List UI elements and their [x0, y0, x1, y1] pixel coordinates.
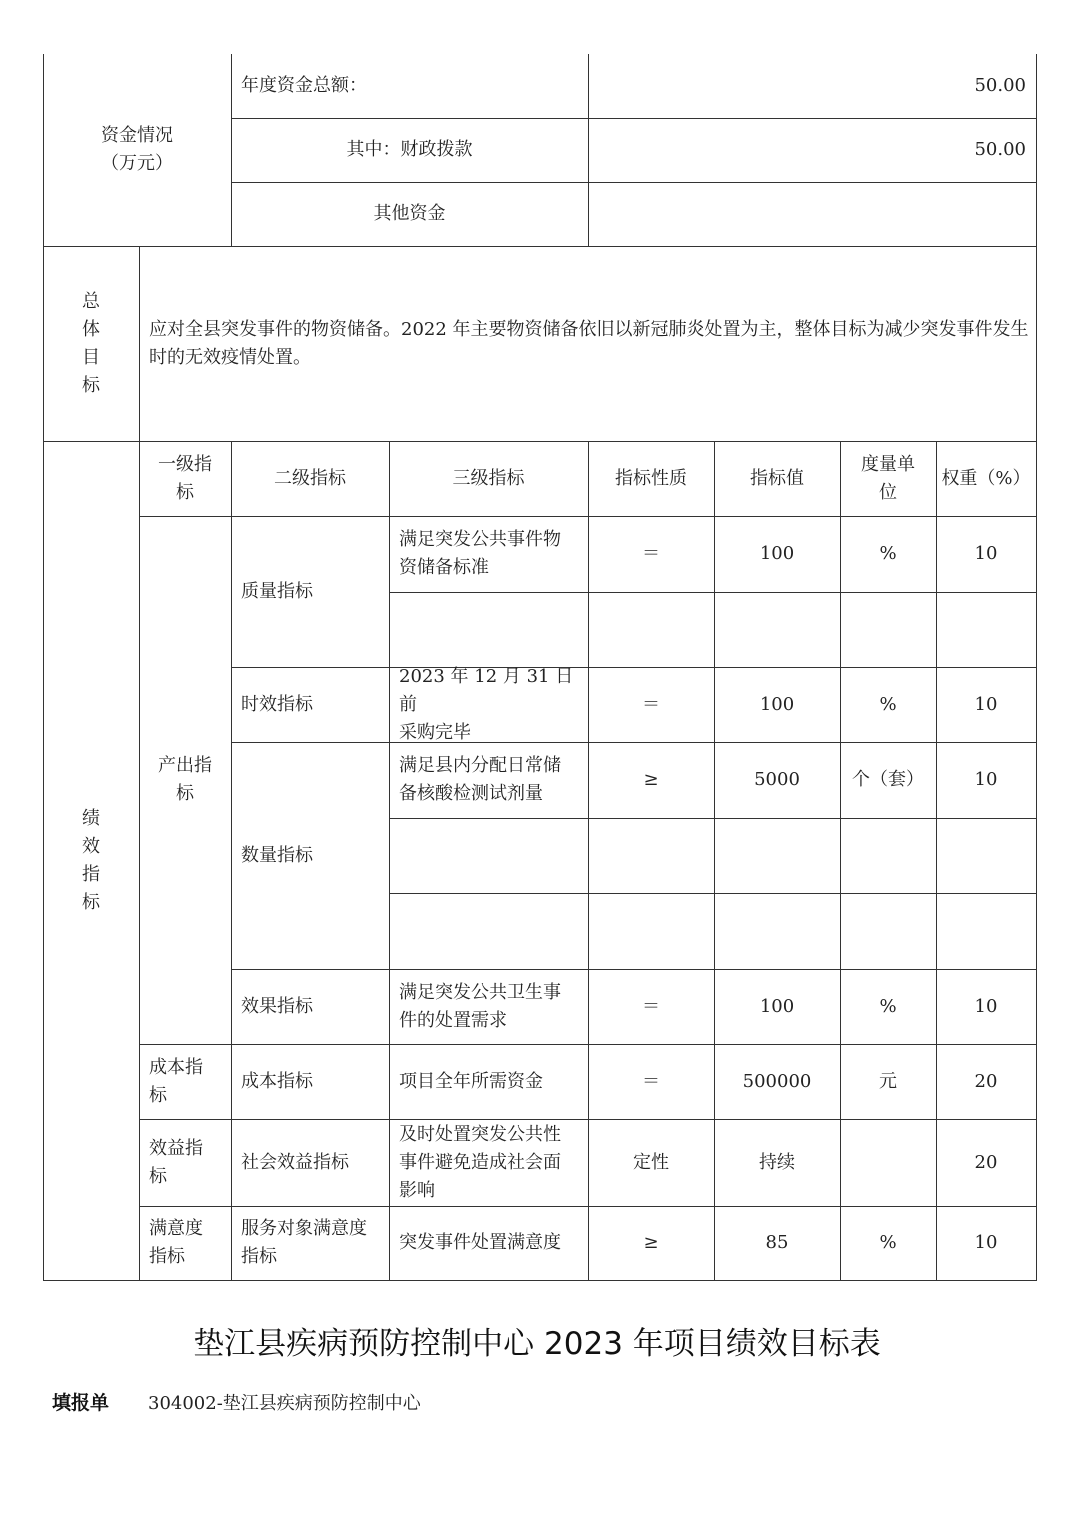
level1-output: 产出指 标 — [158, 755, 212, 804]
row-4-weight — [936, 818, 1036, 893]
row-7-level3: 项目全年所需资金 — [399, 1070, 543, 1092]
row-9-level3: 突发事件处置满意度 — [399, 1232, 561, 1253]
row-3-weight: 10 — [974, 769, 998, 790]
row-0-value: 100 — [759, 543, 795, 564]
row-2-nature: ＝ — [642, 693, 660, 715]
funds-other-value — [588, 182, 1036, 246]
row-6-value: 100 — [759, 995, 795, 1017]
header-weight: 权重（%） — [941, 467, 1031, 489]
row-8-value: 持续 — [759, 1151, 795, 1173]
row-7-unit: 元 — [879, 1070, 897, 1092]
funds-fiscal-value: 50.00 — [974, 139, 1026, 160]
header-level3: 三级指标 — [452, 467, 525, 489]
row-4-value — [714, 818, 840, 893]
filler-unit-value: 304002-垫江县疾病预防控制中心 — [148, 1393, 421, 1414]
row-8-weight: 20 — [974, 1151, 998, 1173]
level1-satisfaction: 满意度 指标 — [149, 1218, 203, 1267]
row-0-unit: % — [879, 543, 897, 564]
filler-unit-label: 填报单 — [52, 1392, 110, 1414]
level2-timeliness: 时效指标 — [241, 693, 313, 715]
row-5-unit — [840, 893, 936, 969]
row-9-nature: ≥ — [643, 1232, 659, 1253]
level2-quality: 质量指标 — [241, 580, 313, 602]
row-5-weight — [936, 893, 1036, 969]
row-6-nature: ＝ — [642, 995, 660, 1017]
header-value: 指标值 — [750, 467, 804, 489]
row-6-level3: 满足突发公共卫生事 件的处置需求 — [399, 981, 561, 1031]
funds-fiscal-label: 其中：财政拨款 — [346, 139, 473, 160]
row-0-weight: 10 — [974, 543, 998, 564]
level1-benefit: 效益指 标 — [149, 1137, 203, 1187]
row-4-unit — [840, 818, 936, 893]
header-level2: 二级指标 — [274, 467, 346, 489]
row-7-value: 500000 — [742, 1070, 812, 1092]
row-8-unit — [840, 1119, 936, 1206]
row-3-level3: 满足县内分配日常储 备核酸检测试剂量 — [399, 755, 561, 804]
level2-social: 社会效益指标 — [241, 1151, 349, 1173]
row-4-level3 — [389, 818, 588, 893]
level2-quantity: 数量指标 — [241, 844, 313, 866]
row-9-weight: 10 — [974, 1232, 998, 1253]
overall-goal-label: 总 体 目 标 — [82, 290, 100, 396]
row-6-unit: % — [879, 995, 897, 1017]
row-4-nature — [588, 818, 714, 893]
row-0-level3: 满足突发公共事件物 资储备标准 — [399, 529, 561, 578]
level1-cost: 成本指 标 — [149, 1056, 203, 1106]
row-6-weight: 10 — [974, 995, 998, 1017]
funds-annual-total-value: 50.00 — [974, 75, 1026, 96]
row-1-nature — [588, 592, 714, 667]
row-1-value — [714, 592, 840, 667]
row-1-level3 — [389, 592, 588, 667]
row-7-weight: 20 — [974, 1070, 998, 1092]
funds-section-label: 资金情况 （万元） — [101, 125, 173, 174]
row-1-weight — [936, 592, 1036, 667]
row-9-unit: % — [879, 1232, 897, 1253]
overall-goal-text: 应对全县突发事件的物资储备。2022 年主要物资储备依旧以新冠肺炎处置为主，整体目标为减少突发事件发生时的无效疫情处置。 — [149, 318, 1029, 368]
header-unit: 度量单 位 — [861, 453, 915, 503]
row-2-level3: 2023 年 12 月 31 日前 采购完毕 — [399, 665, 574, 743]
row-9-value: 85 — [765, 1232, 789, 1253]
row-3-value: 5000 — [754, 769, 800, 790]
row-5-value — [714, 893, 840, 969]
header-nature: 指标性质 — [615, 467, 687, 489]
level2-cost: 成本指标 — [241, 1070, 313, 1092]
row-2-value: 100 — [759, 693, 795, 715]
funds-annual-total-label: 年度资金总额： — [241, 75, 367, 96]
row-3-unit: 个（套） — [852, 769, 924, 790]
level2-effect: 效果指标 — [241, 995, 313, 1017]
performance-label: 绩 效 指 标 — [82, 807, 100, 913]
page-title: 垫江县疾病预防控制中心 2023 年项目绩效目标表 — [193, 1326, 881, 1362]
row-1-unit — [840, 592, 936, 667]
row-8-level3: 及时处置突发公共性 事件避免造成社会面 影响 — [399, 1123, 561, 1201]
row-8-nature: 定性 — [633, 1151, 669, 1173]
row-0-nature: ＝ — [642, 543, 660, 564]
row-7-nature: ＝ — [642, 1070, 660, 1092]
row-5-nature — [588, 893, 714, 969]
row-5-level3 — [389, 893, 588, 969]
row-3-nature: ≥ — [643, 769, 659, 790]
header-level1: 一级指 标 — [158, 453, 212, 503]
row-2-weight: 10 — [974, 693, 998, 715]
level2-service: 服务对象满意度 指标 — [241, 1218, 367, 1267]
funds-other-label: 其他资金 — [373, 203, 446, 224]
row-2-unit: % — [879, 693, 897, 715]
